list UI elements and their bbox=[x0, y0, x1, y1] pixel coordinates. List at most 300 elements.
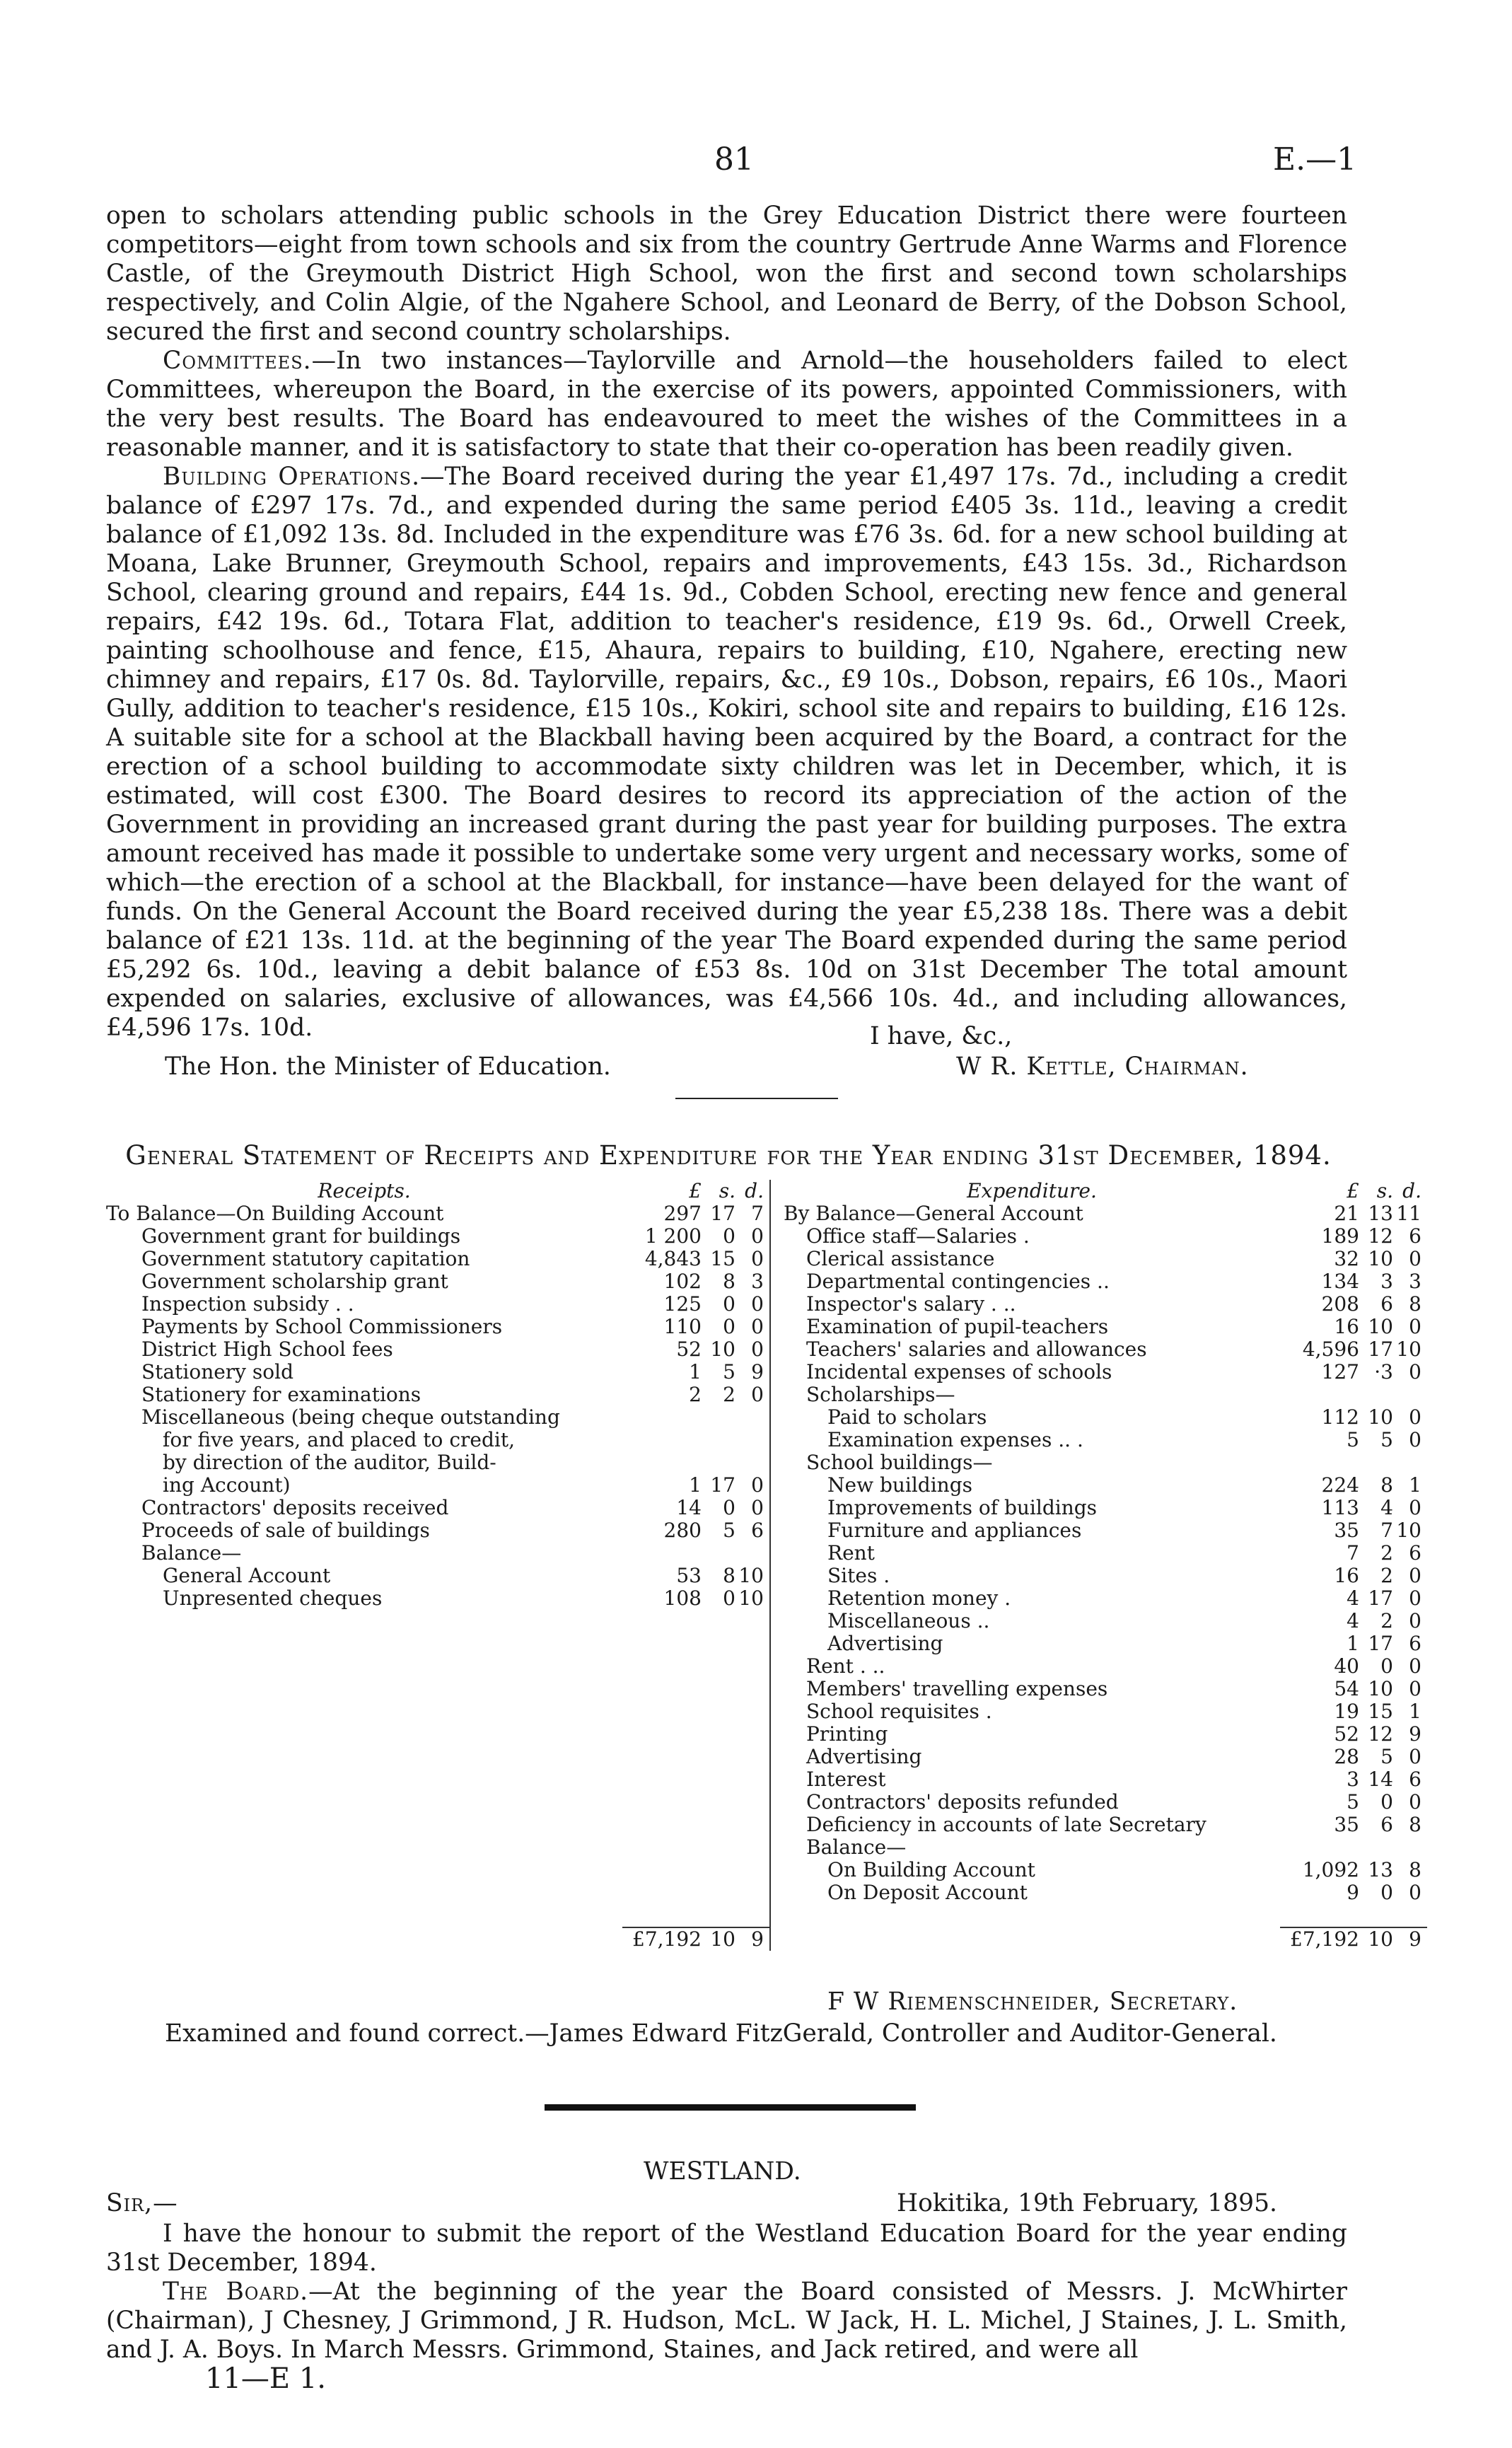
expenditure-label: Deficiency in accounts of late Secretary bbox=[806, 1813, 1206, 1836]
expenditure-shillings: 7 bbox=[1380, 1519, 1393, 1542]
table-row bbox=[106, 1678, 1427, 1700]
expenditure-shillings bbox=[1359, 1383, 1393, 1406]
col-shillings: s. bbox=[1376, 1179, 1393, 1202]
expenditure-pence: 0 bbox=[1409, 1654, 1421, 1678]
expenditure-shillings: 5 bbox=[1380, 1745, 1393, 1768]
expenditure-label: Furniture and appliances bbox=[827, 1519, 1082, 1542]
expenditure-label: Departmental contingencies .. bbox=[806, 1270, 1110, 1293]
expenditure-shillings: 10 bbox=[1368, 1247, 1393, 1270]
spacer-cell bbox=[702, 1904, 735, 1927]
table-row bbox=[106, 1700, 1427, 1723]
receipt-pounds bbox=[622, 1836, 702, 1859]
receipt-pence: 10 bbox=[735, 1587, 770, 1610]
total-receipts-shillings: 10 bbox=[702, 1927, 735, 1951]
receipt-label: Balance— bbox=[141, 1541, 242, 1565]
receipt-label: ing Account) bbox=[163, 1473, 291, 1497]
expenditure-shillings: 14 bbox=[1368, 1768, 1393, 1791]
expenditure-label: Rent bbox=[827, 1541, 875, 1565]
receipt-pence: 0 bbox=[735, 1248, 770, 1270]
table-row bbox=[106, 1338, 1427, 1361]
receipt-pence: 0 bbox=[735, 1316, 770, 1338]
secretary-signature: F W Riemenschneider, Secretary. bbox=[827, 1988, 1238, 2016]
paragraph-scholarships: open to scholars attending public schools in the Grey Education District there were fourteen competitors—eight from town schools and six from the country Gertrude Anne Warms and Florence Castle, of the Greymouth District High School, won the first and second town scholarships respectively, and Colin Algie, of the Ngahere School, and Leonard de Berry, of the Dobson School, secured the first and second country scholarships. bbox=[106, 202, 1347, 346]
expenditure-pounds: 127 bbox=[1321, 1360, 1359, 1383]
receipt-pence: 7 bbox=[735, 1202, 770, 1225]
receipt-pence: 0 bbox=[735, 1474, 770, 1497]
paragraph-committees bbox=[106, 347, 1347, 463]
spacer-cell bbox=[106, 1904, 622, 1927]
expenditure-pounds: 134 bbox=[1321, 1270, 1359, 1293]
expenditure-pounds: 224 bbox=[1321, 1473, 1359, 1497]
receipt-pounds: 4,843 bbox=[644, 1247, 702, 1270]
expenditure-pounds: 208 bbox=[1321, 1292, 1359, 1316]
expenditure-header: Expenditure. bbox=[967, 1179, 1097, 1202]
expenditure-pence: 0 bbox=[1409, 1677, 1421, 1700]
receipt-shillings bbox=[702, 1723, 735, 1746]
expenditure-label: Rent . .. bbox=[806, 1654, 885, 1678]
receipt-pence bbox=[735, 1791, 770, 1814]
expenditure-pence: 0 bbox=[1409, 1405, 1421, 1429]
board-heading: The Board. bbox=[163, 2278, 309, 2306]
receipt-pounds bbox=[622, 1791, 702, 1814]
receipt-pounds bbox=[622, 1655, 702, 1678]
receipt-label: Miscellaneous (being cheque outstanding bbox=[141, 1405, 560, 1429]
table-row bbox=[106, 1248, 1427, 1270]
receipt-shillings: 0 bbox=[723, 1496, 735, 1519]
receipt-label bbox=[106, 1881, 622, 1904]
table-row bbox=[106, 1383, 1427, 1406]
expenditure-pence: 6 bbox=[1409, 1541, 1421, 1565]
col-pence: d. bbox=[1402, 1179, 1421, 1202]
expenditure-pence: 9 bbox=[1409, 1722, 1421, 1746]
expenditure-pounds: 28 bbox=[1334, 1745, 1359, 1768]
col-pounds: £ bbox=[1347, 1179, 1359, 1202]
expenditure-pounds: 1,092 bbox=[1302, 1858, 1359, 1881]
receipt-label: General Account bbox=[163, 1564, 331, 1587]
expenditure-label: Printing bbox=[806, 1722, 888, 1746]
expenditure-label: Scholarships— bbox=[806, 1383, 955, 1406]
expenditure-label: Office staff—Salaries . bbox=[806, 1224, 1030, 1248]
receipt-pence bbox=[735, 1542, 770, 1565]
expenditure-label: Advertising bbox=[806, 1745, 922, 1768]
receipt-shillings: 5 bbox=[723, 1519, 735, 1542]
expenditure-label: Miscellaneous .. bbox=[827, 1609, 990, 1632]
accounts-table bbox=[106, 1180, 1427, 1951]
receipt-label: To Balance—On Building Account bbox=[106, 1202, 444, 1225]
receipt-label bbox=[106, 1678, 622, 1700]
expenditure-shillings: 12 bbox=[1368, 1224, 1393, 1248]
receipt-pence: 6 bbox=[735, 1519, 770, 1542]
receipt-pence bbox=[735, 1881, 770, 1904]
table-row bbox=[106, 1406, 1427, 1429]
expenditure-pounds: 5 bbox=[1347, 1790, 1359, 1814]
expenditure-shillings: 0 bbox=[1380, 1654, 1393, 1678]
expenditure-pounds: 16 bbox=[1334, 1315, 1359, 1338]
expenditure-pounds: 4,596 bbox=[1302, 1338, 1359, 1361]
paragraph-building-operations bbox=[106, 463, 1347, 1043]
table-row bbox=[106, 1565, 1427, 1587]
spacer-cell bbox=[622, 1904, 702, 1927]
expenditure-pence: 10 bbox=[1396, 1338, 1421, 1361]
receipt-shillings bbox=[702, 1791, 735, 1814]
receipt-label bbox=[106, 1655, 622, 1678]
expenditure-shillings: 6 bbox=[1380, 1813, 1393, 1836]
expenditure-label: Paid to scholars bbox=[827, 1405, 987, 1429]
spacer-cell bbox=[770, 1904, 1280, 1927]
totals-row bbox=[106, 1927, 1427, 1951]
table-row bbox=[106, 1202, 1427, 1225]
expenditure-label: Retention money . bbox=[827, 1586, 1011, 1610]
signatory: W R. Kettle, Chairman. bbox=[956, 1052, 1249, 1081]
expenditure-pence: 1 bbox=[1409, 1700, 1421, 1723]
receipt-pounds bbox=[622, 1814, 702, 1836]
expenditure-label: Clerical assistance bbox=[806, 1247, 995, 1270]
expenditure-pence: 6 bbox=[1409, 1224, 1421, 1248]
expenditure-pounds: 4 bbox=[1347, 1586, 1359, 1610]
total-receipts-pence: 9 bbox=[735, 1927, 770, 1951]
receipt-pounds: 2 bbox=[689, 1383, 702, 1406]
expenditure-label: School requisites . bbox=[806, 1700, 992, 1723]
expenditure-pounds: 9 bbox=[1347, 1881, 1359, 1904]
receipt-pounds bbox=[622, 1859, 702, 1881]
expenditure-pence bbox=[1393, 1383, 1427, 1406]
statement-title: General Statement of Receipts and Expenditure for the Year ending 31st December, 1894. bbox=[125, 1140, 1332, 1171]
expenditure-pounds: 5 bbox=[1347, 1428, 1359, 1451]
receipt-pence bbox=[735, 1451, 770, 1474]
report-text bbox=[106, 202, 1347, 1043]
receipt-label: Government grant for buildings bbox=[141, 1224, 461, 1248]
receipt-pounds: 53 bbox=[676, 1564, 702, 1587]
receipt-shillings: 2 bbox=[723, 1383, 735, 1406]
receipt-label: Inspection subsidy . . bbox=[141, 1292, 354, 1316]
table-row bbox=[106, 1519, 1427, 1542]
receipt-pence: 0 bbox=[735, 1497, 770, 1519]
receipt-shillings: 17 bbox=[710, 1473, 735, 1497]
expenditure-pence: 0 bbox=[1409, 1790, 1421, 1814]
westland-intro: I have the honour to submit the report of the Westland Education Board for the year ending 31st December, 1894. bbox=[106, 2220, 1347, 2277]
expenditure-shillings bbox=[1359, 1836, 1393, 1859]
receipt-pence: 0 bbox=[735, 1225, 770, 1248]
spacer-cell bbox=[1359, 1904, 1393, 1927]
table-row bbox=[106, 1632, 1427, 1655]
separator-rule bbox=[675, 1098, 838, 1099]
col-pounds: £ bbox=[689, 1179, 702, 1202]
receipt-shillings: 15 bbox=[710, 1247, 735, 1270]
receipt-pounds bbox=[622, 1881, 702, 1904]
receipt-label bbox=[106, 1859, 622, 1881]
receipt-pounds: 14 bbox=[676, 1496, 702, 1519]
expenditure-label: Members' travelling expenses bbox=[806, 1677, 1108, 1700]
expenditure-label: Incidental expenses of schools bbox=[806, 1360, 1112, 1383]
receipt-label: Payments by School Commissioners bbox=[141, 1315, 503, 1338]
expenditure-pounds: 16 bbox=[1334, 1564, 1359, 1587]
expenditure-pence: 10 bbox=[1396, 1519, 1421, 1542]
receipt-pounds: 52 bbox=[676, 1338, 702, 1361]
table-row bbox=[106, 1723, 1427, 1746]
receipt-shillings bbox=[702, 1610, 735, 1632]
expenditure-label: Advertising bbox=[827, 1632, 943, 1655]
expenditure-pounds: 32 bbox=[1334, 1247, 1359, 1270]
expenditure-pence: 0 bbox=[1409, 1564, 1421, 1587]
expenditure-label: Sites . bbox=[827, 1564, 890, 1587]
expenditure-shillings: 13 bbox=[1368, 1202, 1393, 1225]
expenditure-pounds: 21 bbox=[1334, 1202, 1359, 1225]
spacer-cell bbox=[1393, 1904, 1427, 1927]
receipt-pence bbox=[735, 1655, 770, 1678]
receipt-pounds bbox=[622, 1429, 702, 1451]
expenditure-pounds: 7 bbox=[1347, 1541, 1359, 1565]
expenditure-pence: 8 bbox=[1409, 1292, 1421, 1316]
receipt-pounds: 125 bbox=[663, 1292, 702, 1316]
expenditure-shillings: 2 bbox=[1380, 1564, 1393, 1587]
expenditure-label: Contractors' deposits refunded bbox=[806, 1790, 1119, 1814]
receipt-pounds: 1 bbox=[689, 1360, 702, 1383]
receipt-pounds bbox=[622, 1768, 702, 1791]
expenditure-pence: 6 bbox=[1409, 1632, 1421, 1655]
expenditure-label: Improvements of buildings bbox=[827, 1496, 1098, 1519]
receipt-shillings bbox=[702, 1542, 735, 1565]
receipt-shillings: 0 bbox=[723, 1586, 735, 1610]
expenditure-pounds bbox=[1280, 1836, 1359, 1859]
expenditure-pounds: 3 bbox=[1347, 1768, 1359, 1791]
table-row bbox=[106, 1225, 1427, 1248]
expenditure-pounds: 40 bbox=[1334, 1654, 1359, 1678]
expenditure-pounds: 112 bbox=[1321, 1405, 1359, 1429]
section-heading: WESTLAND. bbox=[644, 2157, 801, 2186]
table-row bbox=[106, 1859, 1427, 1881]
expenditure-pence: 8 bbox=[1409, 1813, 1421, 1836]
receipt-label bbox=[106, 1768, 622, 1791]
receipt-pence bbox=[735, 1429, 770, 1451]
receipt-pence: 3 bbox=[735, 1270, 770, 1293]
expenditure-pence: 0 bbox=[1409, 1428, 1421, 1451]
expenditure-shillings: 3 bbox=[1380, 1270, 1393, 1293]
spacer-cell bbox=[1280, 1904, 1359, 1927]
expenditure-shillings: 12 bbox=[1368, 1722, 1393, 1746]
receipt-pounds bbox=[622, 1723, 702, 1746]
expenditure-label: Interest bbox=[806, 1768, 886, 1791]
receipt-shillings bbox=[702, 1768, 735, 1791]
receipt-label: by direction of the auditor, Build- bbox=[163, 1451, 496, 1474]
receipt-shillings bbox=[702, 1881, 735, 1904]
receipt-pence bbox=[735, 1836, 770, 1859]
expenditure-pounds: 54 bbox=[1334, 1677, 1359, 1700]
table-row bbox=[106, 1361, 1427, 1383]
receipt-shillings bbox=[702, 1678, 735, 1700]
receipt-label bbox=[106, 1632, 622, 1655]
expenditure-pence: 0 bbox=[1409, 1586, 1421, 1610]
expenditure-pence: 0 bbox=[1409, 1496, 1421, 1519]
committees-heading: Committees. bbox=[163, 347, 312, 375]
table-row bbox=[106, 1451, 1427, 1474]
table-row bbox=[106, 1429, 1427, 1451]
table-row bbox=[106, 1587, 1427, 1610]
receipt-pence bbox=[735, 1859, 770, 1881]
receipt-label: Contractors' deposits received bbox=[141, 1496, 449, 1519]
receipt-label bbox=[106, 1610, 622, 1632]
receipt-shillings: 8 bbox=[723, 1564, 735, 1587]
totals-spacer bbox=[106, 1927, 622, 1951]
building-operations-text: —The Board received during the year £1,497 17s. 7d., including a credit balance of £297 17s. 7d., and expended during the same period £405 3s. 11d., leaving a credit balance of £1,092 13s. 8d. Included in the expenditure was £76 3s. 6d. for a new school building at Moana, Lake Brunner, Greymouth School, repairs and improvements, £43 15s. 3d., Richardson School, clearing ground and repairs, £44 1s. 9d., Cobden School, erecting new fence and general repairs, £42 19s. 6d., Totara Flat, addition to teacher's residence, £19 9s. 6d., Orwell Creek, painting schoolhouse and fence, £15, Ahaura, repairs to building, £10, Ngahere, erecting new chimney and repairs, £17 0s. 8d. Taylorville, repairs, &c., £9 10s., Dobson, repairs, £6 10s., Maori Gully, addition to teacher's residence, £15 10s., Kokiri, school site and repairs to building, £16 12s. A suitable site for a school at the Blackball having been acquired by the Board, a contract for the erection of a school building to accommodate sixty children was let in December, which, it is estimated, will cost £300. The Board desires to record its appreciation of the action of the Government in providing an increased grant during the past year for building purposes. The extra amount received has made it possible to undertake some very urgent and necessary works, some of which—the erection of a school at the Blackball, for instance—have been delayed for the want of funds. On the General Account the Board received during the year £5,238 18s. There was a debit balance of £21 13s. 11d. at the beginning of the year The Board expended during the same period £5,292 6s. 10d., leaving a debit balance of £53 8s. 10d on 31st December The total amount expended on salaries, exclusive of allowances, was £4,566 10s. 4d., and including allowances, £4,596 17s. 10d. bbox=[106, 463, 1347, 1042]
receipt-pence bbox=[735, 1746, 770, 1768]
expenditure-label: On Deposit Account bbox=[827, 1881, 1028, 1904]
expenditure-pence: 0 bbox=[1409, 1247, 1421, 1270]
receipt-pounds: 108 bbox=[663, 1586, 702, 1610]
table-header bbox=[106, 1180, 1427, 1202]
expenditure-shillings: 2 bbox=[1380, 1541, 1393, 1565]
table-row bbox=[106, 1791, 1427, 1814]
expenditure-pence: 8 bbox=[1409, 1858, 1421, 1881]
expenditure-pence bbox=[1393, 1451, 1427, 1474]
expenditure-label: Inspector's salary . .. bbox=[806, 1292, 1016, 1316]
receipt-label: Proceeds of sale of buildings bbox=[141, 1519, 430, 1542]
receipt-shillings bbox=[702, 1859, 735, 1881]
receipt-pounds bbox=[622, 1451, 702, 1474]
receipt-shillings: 0 bbox=[723, 1292, 735, 1316]
receipt-pence bbox=[735, 1700, 770, 1723]
receipt-pence bbox=[735, 1406, 770, 1429]
receipt-label bbox=[106, 1723, 622, 1746]
receipt-label: for five years, and placed to credit, bbox=[163, 1428, 515, 1451]
receipt-label: Stationery for examinations bbox=[141, 1383, 421, 1406]
auditor-certification: Examined and found correct.—James Edward FitzGerald, Controller and Auditor-General. bbox=[165, 2019, 1277, 2048]
westland-board bbox=[106, 2278, 1347, 2365]
receipt-pounds bbox=[622, 1632, 702, 1655]
westland-text bbox=[106, 2220, 1347, 2365]
receipt-pounds bbox=[622, 1700, 702, 1723]
expenditure-pence: 0 bbox=[1409, 1881, 1421, 1904]
expenditure-label: By Balance—General Account bbox=[784, 1202, 1083, 1225]
expenditure-shillings: 2 bbox=[1380, 1609, 1393, 1632]
expenditure-pounds: 1 bbox=[1347, 1632, 1359, 1655]
receipt-label bbox=[106, 1814, 622, 1836]
expenditure-shillings bbox=[1359, 1451, 1393, 1474]
expenditure-shillings: 6 bbox=[1380, 1292, 1393, 1316]
totals-spacer bbox=[770, 1927, 1280, 1951]
expenditure-pounds: 35 bbox=[1334, 1519, 1359, 1542]
col-pence: d. bbox=[735, 1180, 770, 1202]
expenditure-pounds bbox=[1280, 1383, 1359, 1406]
expenditure-shillings: 13 bbox=[1368, 1858, 1393, 1881]
table-row bbox=[106, 1814, 1427, 1836]
receipts-header: Receipts. bbox=[318, 1179, 411, 1202]
receipt-pounds bbox=[622, 1746, 702, 1768]
receipt-shillings bbox=[702, 1814, 735, 1836]
expenditure-pence: 6 bbox=[1409, 1768, 1421, 1791]
total-receipts-pounds: £7,192 bbox=[622, 1927, 702, 1951]
receipt-shillings bbox=[702, 1406, 735, 1429]
expenditure-shillings: 15 bbox=[1368, 1700, 1393, 1723]
expenditure-pence: 1 bbox=[1409, 1473, 1421, 1497]
receipt-label bbox=[106, 1791, 622, 1814]
page-number: 81 bbox=[714, 141, 754, 178]
table-row bbox=[106, 1270, 1427, 1293]
receipt-label: Stationery sold bbox=[141, 1360, 294, 1383]
table-row bbox=[106, 1768, 1427, 1791]
receipt-pounds bbox=[622, 1406, 702, 1429]
receipt-pence: 0 bbox=[735, 1338, 770, 1361]
receipt-shillings: 0 bbox=[723, 1224, 735, 1248]
receipt-label bbox=[106, 1700, 622, 1723]
total-expenditure-pence: 9 bbox=[1393, 1927, 1427, 1951]
receipt-shillings: 8 bbox=[723, 1270, 735, 1293]
board-text: —At the beginning of the year the Board consisted of Messrs. J. McWhirter (Chairman), J Chesney, J Grimmond, J R. Hudson, McL. W Jack, H. L. Michel, J Staines, J. L. Smith, and J. A. Boys. In March Messrs. Grimmond, Staines, and Jack retired, and were all bbox=[106, 2278, 1347, 2364]
table-row bbox=[106, 1881, 1427, 1904]
place-date: Hokitika, 19th February, 1895. bbox=[897, 2189, 1277, 2217]
table-row bbox=[106, 1655, 1427, 1678]
receipt-label bbox=[106, 1746, 622, 1768]
expenditure-shillings: 10 bbox=[1368, 1315, 1393, 1338]
section-divider bbox=[545, 2104, 916, 2111]
expenditure-shillings: 0 bbox=[1380, 1790, 1393, 1814]
expenditure-label: New buildings bbox=[827, 1473, 973, 1497]
receipt-pounds: 110 bbox=[663, 1315, 702, 1338]
table-row bbox=[106, 1610, 1427, 1632]
receipt-label bbox=[106, 1836, 622, 1859]
table-row bbox=[106, 1293, 1427, 1316]
receipt-label: Government scholarship grant bbox=[141, 1270, 448, 1293]
table-row bbox=[106, 1746, 1427, 1768]
table-row bbox=[106, 1474, 1427, 1497]
table-row bbox=[106, 1836, 1427, 1859]
receipt-shillings bbox=[702, 1836, 735, 1859]
spacer-row bbox=[106, 1904, 1427, 1927]
receipt-label: District High School fees bbox=[141, 1338, 393, 1361]
receipt-pounds bbox=[622, 1610, 702, 1632]
receipt-pence bbox=[735, 1678, 770, 1700]
table-row bbox=[106, 1497, 1427, 1519]
total-expenditure-pounds: £7,192 bbox=[1280, 1927, 1359, 1951]
receipt-pence: 10 bbox=[735, 1565, 770, 1587]
spacer-cell bbox=[735, 1904, 770, 1927]
receipt-pence bbox=[735, 1768, 770, 1791]
receipt-shillings bbox=[702, 1700, 735, 1723]
col-shillings: s. bbox=[719, 1179, 735, 1202]
receipt-label: Unpresented cheques bbox=[163, 1586, 383, 1610]
receipt-shillings bbox=[702, 1429, 735, 1451]
expenditure-pounds: 113 bbox=[1321, 1496, 1359, 1519]
closing-phrase: I have, &c., bbox=[870, 1022, 1013, 1050]
expenditure-pounds: 19 bbox=[1334, 1700, 1359, 1723]
receipt-pounds: 280 bbox=[663, 1519, 702, 1542]
addressee: The Hon. the Minister of Education. bbox=[165, 1052, 611, 1081]
expenditure-shillings: 10 bbox=[1368, 1405, 1393, 1429]
receipt-pounds: 102 bbox=[663, 1270, 702, 1293]
expenditure-pounds: 189 bbox=[1321, 1224, 1359, 1248]
receipt-pounds: 1 200 bbox=[644, 1224, 702, 1248]
receipt-shillings: 0 bbox=[723, 1315, 735, 1338]
receipt-shillings: 17 bbox=[710, 1202, 735, 1225]
receipt-pence bbox=[735, 1632, 770, 1655]
expenditure-label: Balance— bbox=[806, 1835, 907, 1859]
building-operations-heading: Building Operations. bbox=[163, 463, 421, 491]
expenditure-pence: 0 bbox=[1409, 1360, 1421, 1383]
expenditure-pounds: 52 bbox=[1334, 1722, 1359, 1746]
expenditure-label: Examination of pupil-teachers bbox=[806, 1315, 1109, 1338]
expenditure-pence: 11 bbox=[1396, 1202, 1421, 1225]
running-head: E.—1 bbox=[1273, 141, 1357, 178]
expenditure-shillings: 17 bbox=[1368, 1586, 1393, 1610]
signature-mark: 11—E 1. bbox=[205, 2362, 326, 2395]
table-row bbox=[106, 1316, 1427, 1338]
expenditure-pence: 0 bbox=[1409, 1609, 1421, 1632]
expenditure-shillings: 0 bbox=[1380, 1881, 1393, 1904]
expenditure-label: School buildings— bbox=[806, 1451, 993, 1474]
expenditure-pounds: 4 bbox=[1347, 1609, 1359, 1632]
expenditure-label: Examination expenses .. . bbox=[827, 1428, 1083, 1451]
receipt-shillings bbox=[702, 1632, 735, 1655]
receipt-pence: 0 bbox=[735, 1383, 770, 1406]
